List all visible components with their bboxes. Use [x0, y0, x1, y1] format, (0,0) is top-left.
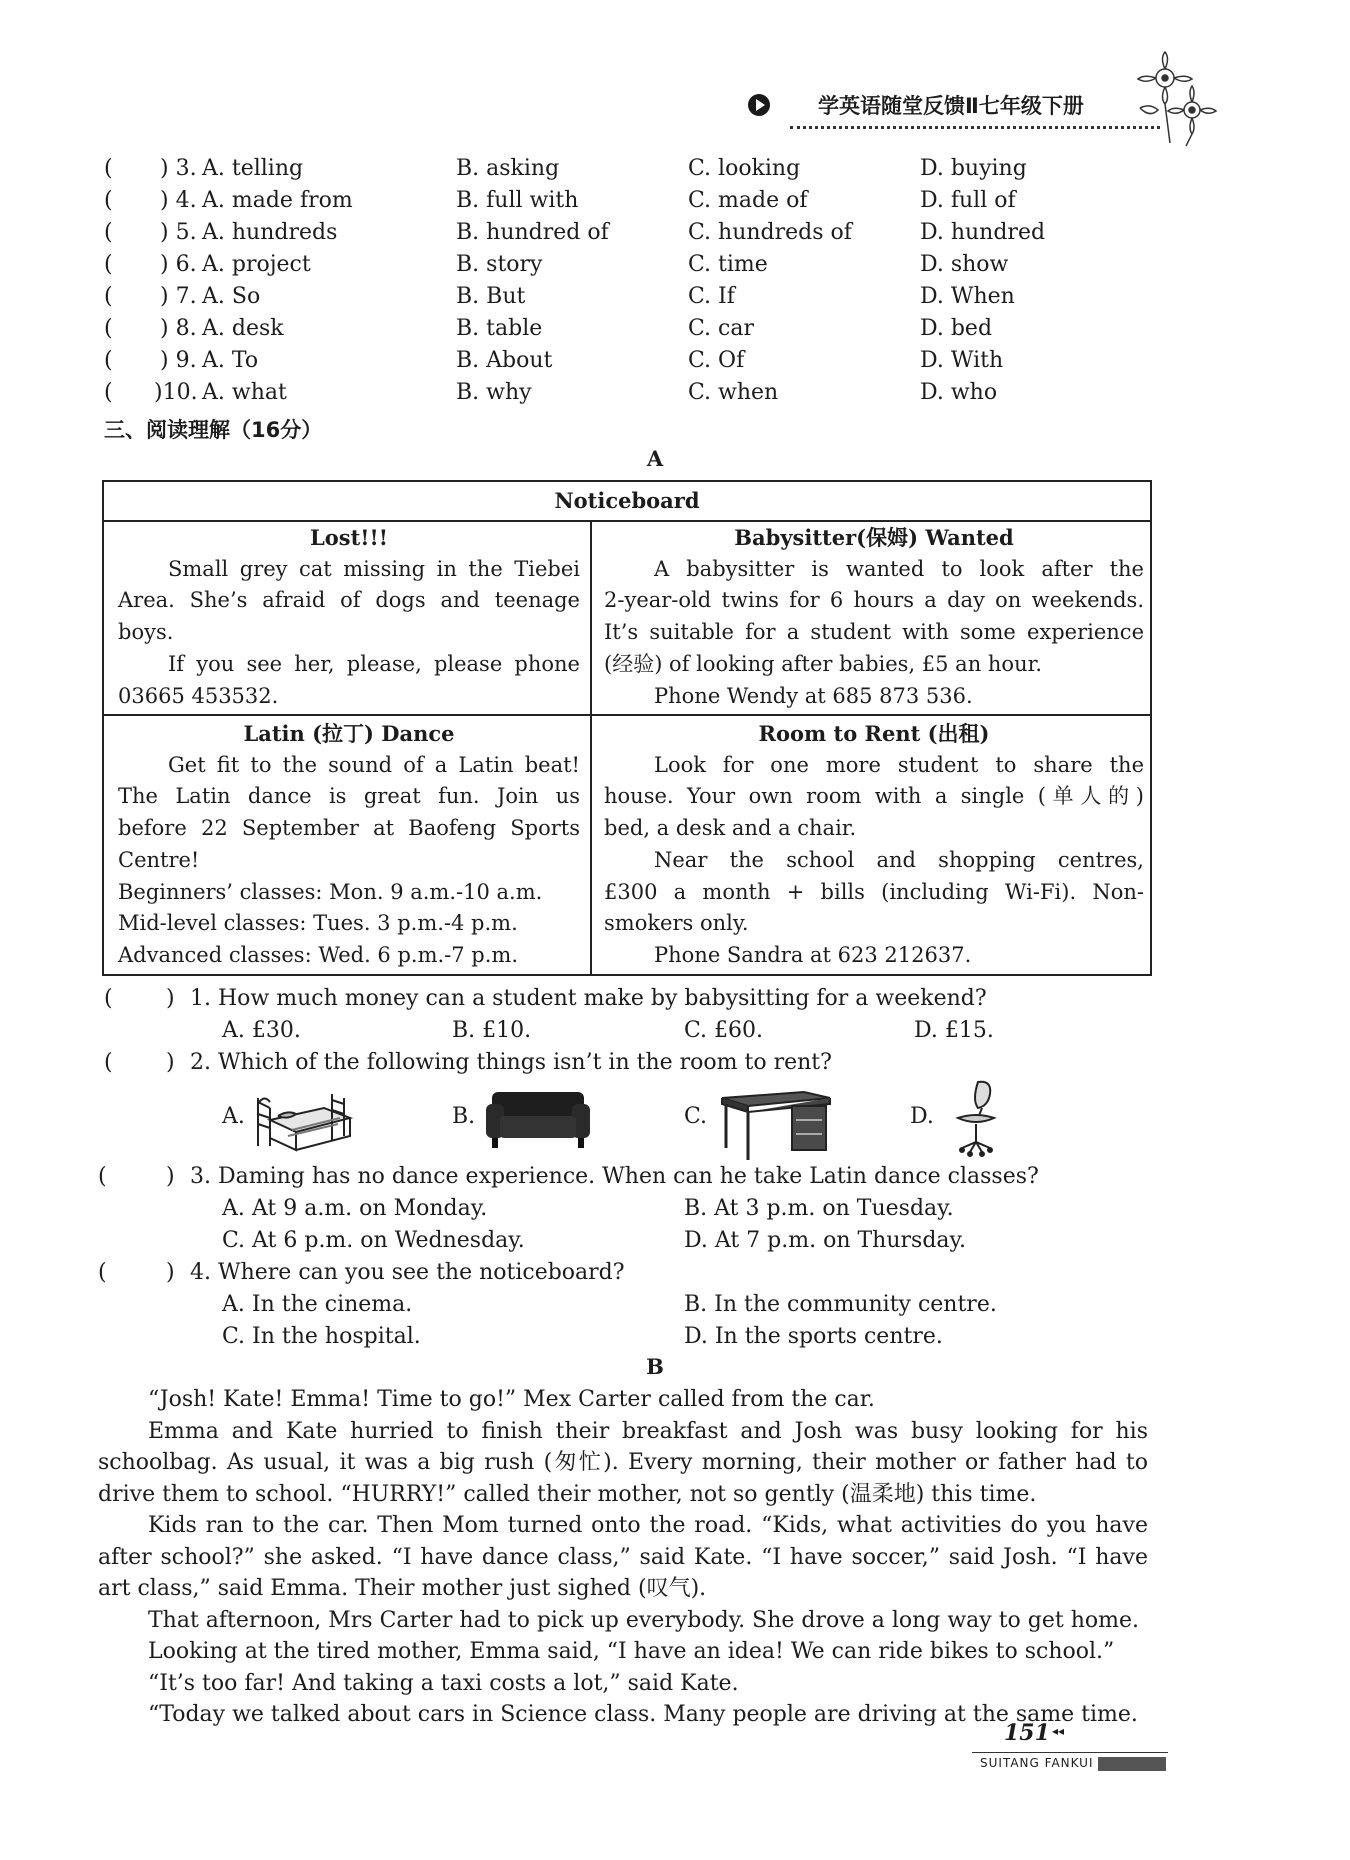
- option: C. £60.: [684, 1018, 764, 1043]
- option: D. £15.: [914, 1018, 994, 1043]
- option: B. £10.: [452, 1018, 532, 1043]
- notice-title: Babysitter(保姆) Wanted: [734, 525, 1014, 550]
- option: A. £30.: [222, 1018, 301, 1043]
- header-divider: [790, 126, 1160, 129]
- question-stem: 1. How much money can a student make by babysitting for a weekend?: [190, 986, 987, 1011]
- notice-title: Lost!!!: [310, 525, 388, 550]
- question-stem: 3. Daming has no dance experience. When can he take Latin dance classes?: [190, 1164, 1039, 1189]
- passage-paragraph: Emma and Kate hurried to finish their breakfast and Josh was busy looking for his schoolbag. As usual, it was a big rush (匆忙). Every morning, their mother or father had to drive them to school. “HURRY!” called their mother, not so gently (温柔地) this time.: [98, 1418, 1148, 1507]
- noticeboard: [102, 480, 1152, 976]
- option: B.: [452, 1104, 476, 1129]
- part-b-label: B: [646, 1354, 664, 1379]
- notice-latin-dance: Latin (拉丁) Dance Get fit to the sound of a Latin beat! The Latin dance is great fun. Join us before 22 September at Baofeng Sports Centre! Beginners’ classes: Mon. 9 a.m.-10 a.m. Mid-level classes: Tues. 3 p.m.-4 p.m. Advanced classes: Wed. 6 p.m.-7 p.m.: [118, 718, 580, 972]
- footer-logo: [1098, 1757, 1166, 1771]
- footer-divider: [972, 1752, 1168, 1753]
- notice-babysitter: Babysitter(保姆) Wanted A babysitter is wanted to look after the 2-year-old twins for 6 hours a day on weekends. It’s suitable for a student with some experience (经验) of looking after babies, £5 an hour. Phone Wendy at 685 873 536.: [604, 522, 1144, 712]
- option: A. In the cinema.: [222, 1292, 413, 1317]
- divider: [104, 714, 1150, 716]
- section-title: 三、阅读理解（16分）: [104, 418, 323, 442]
- question-stem: 2. Which of the following things isn’t in the room to rent?: [190, 1050, 832, 1075]
- notice-title: Room to Rent (出租): [758, 721, 990, 746]
- page-arrow-icon: ◂◂: [1052, 1724, 1065, 1738]
- sofa-icon: [482, 1086, 594, 1152]
- question-stem: 4. Where can you see the noticeboard?: [190, 1260, 625, 1285]
- option: B. In the community centre.: [684, 1292, 997, 1317]
- footer-brand: SUITANG FANKUI: [980, 1756, 1094, 1770]
- desk-icon: [718, 1090, 834, 1162]
- passage-b: [98, 1384, 1148, 1731]
- play-icon: [748, 94, 770, 116]
- passage-line: “Today we talked about cars in Science class. Many people are driving at the same time.: [148, 1702, 1138, 1727]
- option: C. At 6 p.m. on Wednesday.: [222, 1228, 525, 1253]
- option: A.: [222, 1104, 245, 1129]
- passage-line: That afternoon, Mrs Carter had to pick up everybody. She drove a long way to get home.: [148, 1607, 1140, 1633]
- divider: [590, 520, 592, 976]
- option: D. In the sports centre.: [684, 1324, 943, 1349]
- passage-paragraph: Kids ran to the car. Then Mom turned onto the road. “Kids, what activities do you have after school?” she asked. “I have dance class,” said Kate. “I have soccer,” said Josh. “I have art class,” said Emma. Their mother just sighed (叹气).: [98, 1513, 1148, 1601]
- option: C.: [684, 1104, 708, 1129]
- chair-icon: [948, 1078, 1004, 1158]
- flower-icon: [1120, 48, 1220, 148]
- passage-line: “It’s too far! And taking a taxi costs a lot,” said Kate.: [148, 1670, 739, 1696]
- notice-lost: Lost!!! Small grey cat missing in the Tiebei Area. She’s afraid of dogs and teenage boys. If you see her, please, please phone 03665 453532.: [118, 522, 580, 712]
- option: D.: [910, 1104, 934, 1129]
- option: A. At 9 a.m. on Monday.: [222, 1196, 488, 1221]
- notice-room-to-rent: Room to Rent (出租) Look for one more student to share the house. Your own room with a single (单人的) bed, a desk and a chair. Near the school and shopping centres, £300 a month + bills (including Wi-Fi). Non- smokers only. Phone Sandra at 623 212637.: [604, 718, 1144, 972]
- noticeboard-title: Noticeboard: [104, 482, 1150, 522]
- option: C. In the hospital.: [222, 1324, 421, 1349]
- bed-icon: [252, 1080, 356, 1152]
- passage-line: “Josh! Kate! Emma! Time to go!” Mex Carter called from the car.: [148, 1387, 875, 1412]
- option: B. At 3 p.m. on Tuesday.: [684, 1196, 954, 1221]
- part-a-label: A: [646, 446, 664, 471]
- option: D. At 7 p.m. on Thursday.: [684, 1228, 967, 1253]
- page-number: 151: [1004, 1720, 1050, 1746]
- passage-line: Looking at the tired mother, Emma said, “I have an idea! We can ride bikes to school.”: [148, 1639, 1115, 1664]
- notice-title: Latin (拉丁) Dance: [243, 721, 455, 746]
- book-title: 学英语随堂反馈Ⅱ七年级下册: [818, 94, 1084, 118]
